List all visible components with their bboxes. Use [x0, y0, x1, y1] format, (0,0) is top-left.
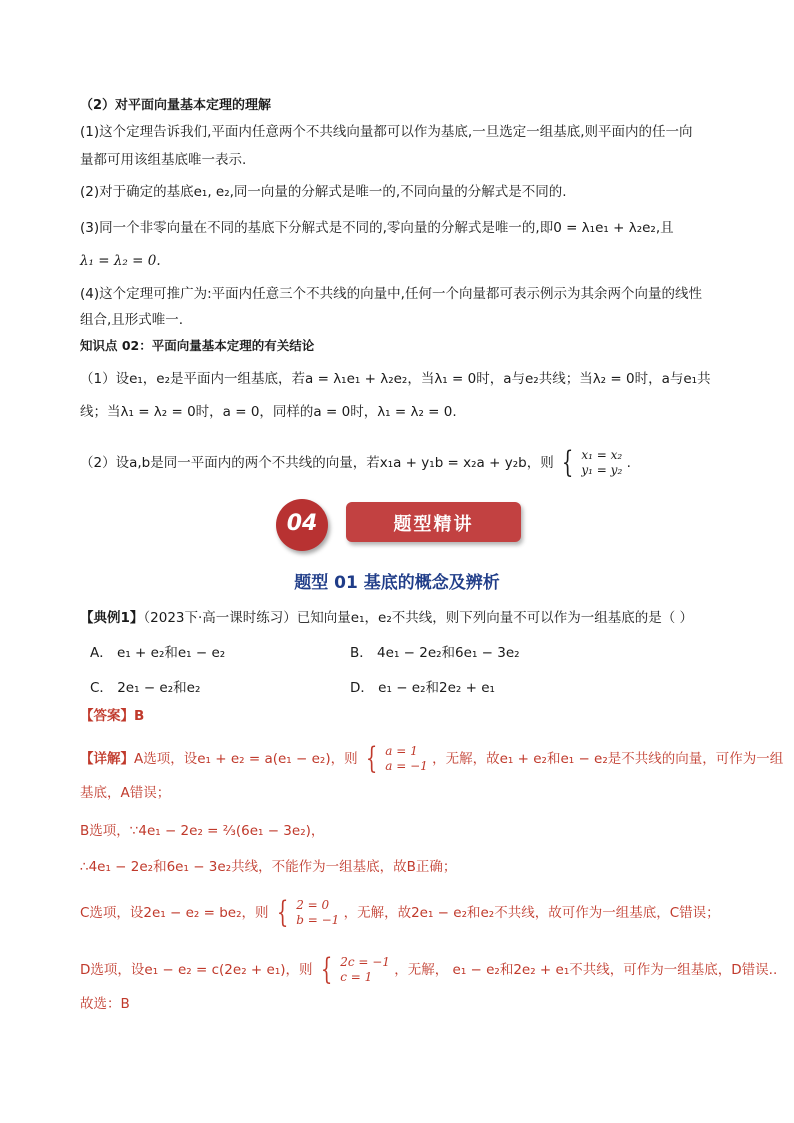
- detail-c-system-bottom: b = −1: [296, 913, 340, 927]
- equation-system: [581, 448, 622, 478]
- section-title: （2）对平面向量基本定理的理解: [80, 98, 272, 113]
- final-choice: 故选：B: [80, 996, 130, 1012]
- detail-a-system: [385, 744, 428, 774]
- detail-label: 【详解】: [80, 751, 134, 767]
- section-number: 04: [286, 511, 318, 536]
- paragraph-2: (2)对于确定的基底e₁, e₂,同一向量的分解式是唯一的,不同向量的分解式是不同的.: [80, 184, 567, 200]
- conclusion-2-end: .: [626, 455, 631, 471]
- detail-c-system: [296, 898, 339, 928]
- option-d: D． e₁ − e₂和2e₂ + e₁: [350, 680, 495, 696]
- detail-a-system-bottom: a = −1: [385, 759, 428, 773]
- conclusion-1-line-2: 线；当λ₁ = λ₂ = 0时，a = 0，同样的a = 0时，λ₁ = λ₂ = 0.: [80, 404, 457, 420]
- knowledge-point-title: 知识点 02：平面向量基本定理的有关结论: [80, 338, 315, 353]
- answer-label: 【答案】: [80, 708, 134, 724]
- answer-line: [80, 706, 144, 726]
- detail-d-system-top: 2c = −1: [340, 955, 390, 969]
- paragraph-4-line-1: (4)这个定理可推广为:平面内任意三个不共线的向量中,任何一个向量都可表示例示为其余两个向量的线性: [80, 286, 702, 302]
- detail-d-system-bottom: c = 1: [340, 970, 373, 984]
- paragraph-3-line-2: λ₁ = λ₂ = 0.: [80, 253, 161, 269]
- detail-c-brace: {: [276, 895, 289, 930]
- detail-d-system: [340, 955, 390, 985]
- detail-a-line-2: 基底，A错误；: [80, 785, 171, 801]
- option-c: C． 2e₁ − e₂和e₂: [90, 680, 201, 696]
- paragraph-4-line-2: 组合,且形式唯一.: [80, 312, 184, 328]
- conclusion-1-line-1: （1）设e₁，e₂是平面内一组基底，若a = λ₁e₁ + λ₂e₂，当λ₁ = 0时，a与e₂共线；当λ₂ = 0时，a与e₁共: [80, 371, 711, 387]
- detail-a-brace: {: [365, 741, 378, 776]
- detail-c-text-1: C选项，设2e₁ − e₂ = be₂，则: [80, 905, 269, 921]
- option-a: A． e₁ + e₂和e₁ − e₂: [90, 645, 226, 661]
- example-label: 【典例1】: [80, 610, 144, 626]
- detail-d-line: [80, 952, 778, 987]
- paragraph-1-line-1: (1)这个定理告诉我们,平面内任意两个不共线向量都可以作为基底,一旦选定一组基底,则平面内的任一向: [80, 124, 693, 140]
- detail-d-text-2: ，无解， e₁ − e₂和2e₂ + e₁不共线，可作为一组基底，D错误..: [394, 962, 778, 978]
- detail-d-brace: {: [320, 952, 333, 987]
- detail-c-line: [80, 895, 720, 930]
- detail-a-text-2: ，无解，故e₁ + e₂和e₁ − e₂是不共线的向量，可作为一组: [432, 751, 784, 767]
- paragraph-3-line-1: (3)同一个非零向量在不同的基底下分解式是不同的,零向量的分解式是唯一的,即0 = λ₁e₁ + λ₂e₂,且: [80, 220, 674, 236]
- detail-b-line-1: B选项，∵4e₁ − 2e₂ = ⅔(6e₁ − 3e₂)，: [80, 823, 325, 839]
- conclusion-2: [80, 445, 631, 480]
- system-brace: {: [561, 445, 574, 480]
- option-b: B． 4e₁ − 2e₂和6e₁ − 3e₂: [350, 645, 520, 661]
- example-question: [80, 608, 693, 628]
- detail-b-line-2: ∴4e₁ − 2e₂和6e₁ − 3e₂共线，不能作为一组基底，故B正确；: [80, 859, 457, 875]
- conclusion-2-text: （2）设a,b是同一平面内的两个不共线的向量，若x₁a + y₁b = x₂a + y₂b，则: [80, 455, 554, 471]
- detail-a-system-top: a = 1: [385, 744, 418, 758]
- paragraph-1-line-2: 量都可用该组基底唯一表示.: [80, 152, 247, 168]
- section-banner: [276, 499, 526, 549]
- system-bottom: y₁ = y₂: [581, 463, 623, 477]
- system-top: x₁ = x₂: [581, 448, 623, 462]
- answer-value: B: [134, 708, 145, 724]
- detail-c-system-top: 2 = 0: [296, 898, 330, 912]
- detail-a-line: [80, 741, 784, 776]
- detail-a-text-1: A选项，设e₁ + e₂ = a(e₁ − e₂)，则: [134, 751, 358, 767]
- detail-d-text-1: D选项，设e₁ − e₂ = c(2e₂ + e₁)，则: [80, 962, 313, 978]
- section-label: 题型精讲: [393, 514, 474, 535]
- detail-c-text-2: ，无解，故2e₁ − e₂和e₂不共线，故可作为一组基底，C错误；: [343, 905, 720, 921]
- type-heading: 题型 01 基底的概念及辨析: [294, 573, 500, 593]
- example-question-text: （2023下·高一课时练习）已知向量e₁，e₂不共线，则下列向量不可以作为一组基底的是（ ）: [143, 610, 694, 626]
